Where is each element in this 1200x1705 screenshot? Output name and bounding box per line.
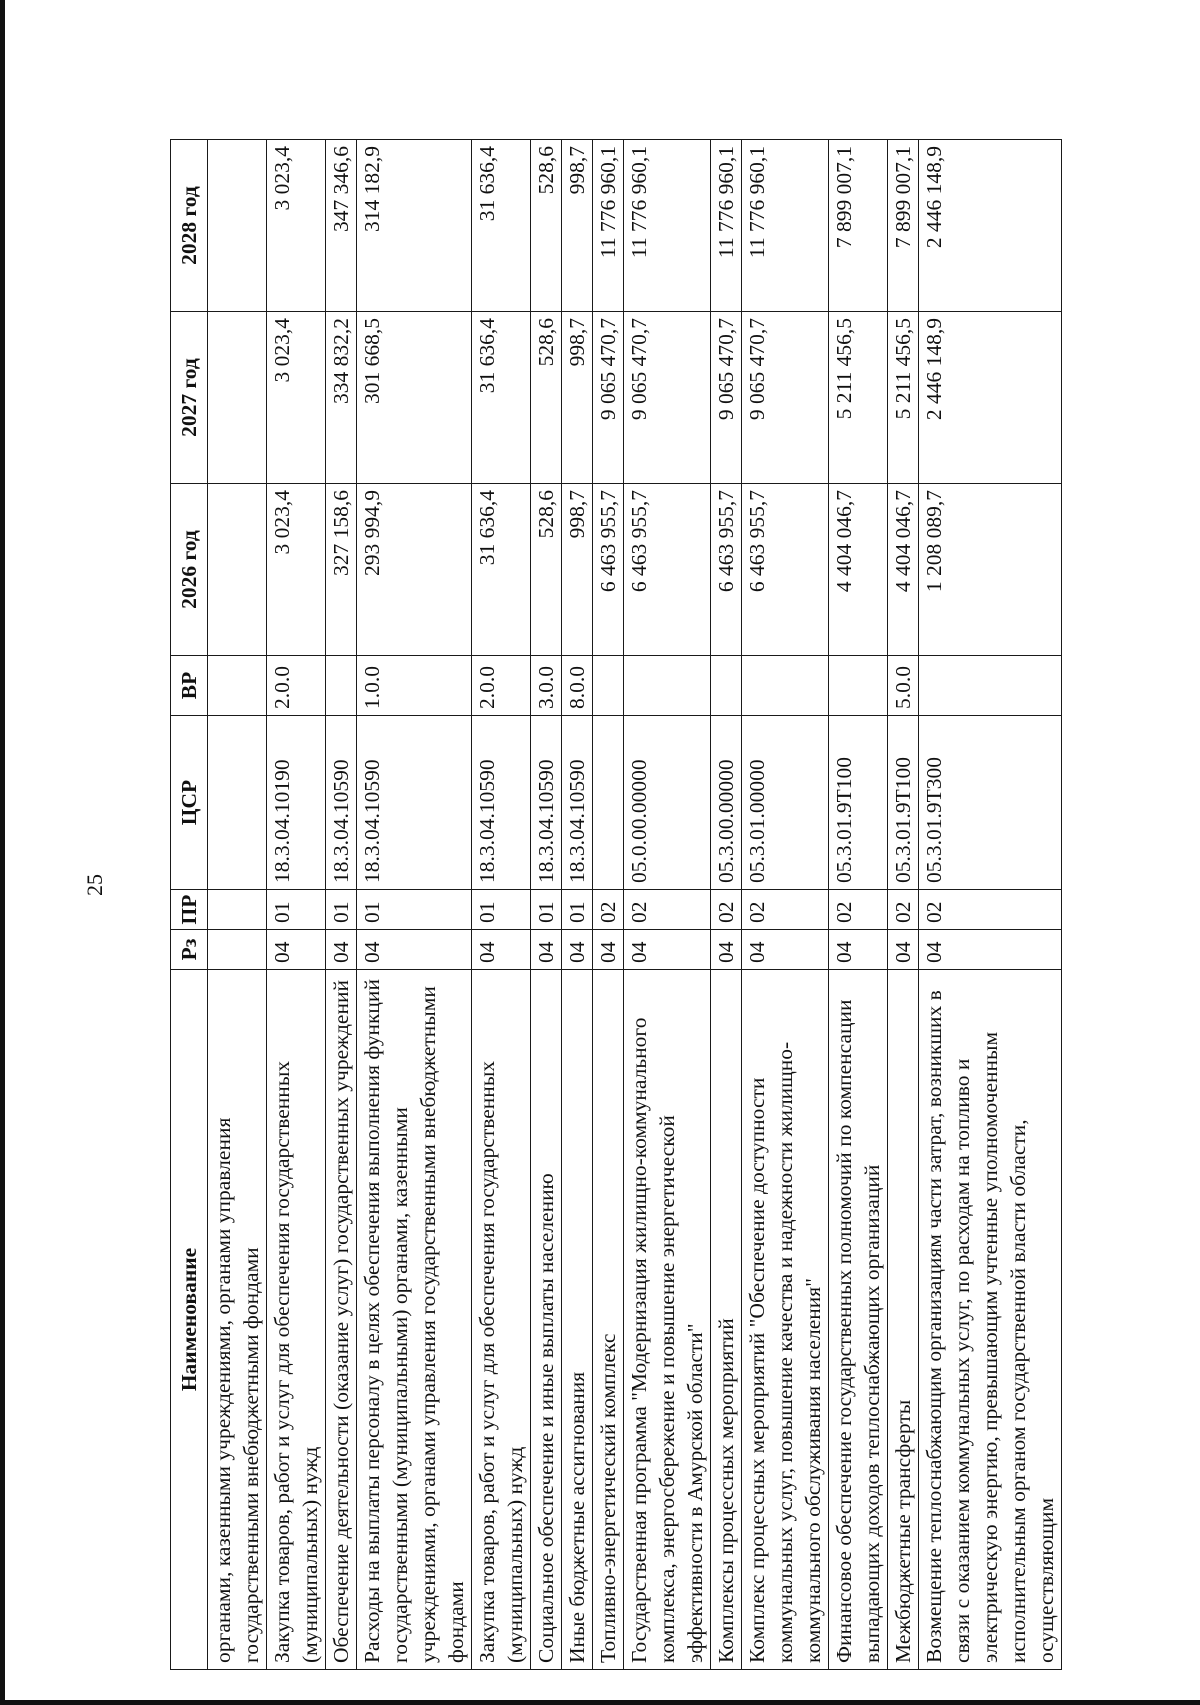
scan-border-bottom bbox=[0, 1700, 1200, 1705]
header-csr: ЦСР bbox=[171, 716, 208, 890]
row-csr: 05.3.00.00000 bbox=[711, 716, 742, 890]
row-name: Закупка товаров, работ и услуг для обеспечения государственных (муниципальных) нужд bbox=[267, 970, 326, 1670]
table-row bbox=[888, 140, 919, 1670]
header-name: Наименование bbox=[171, 970, 208, 1670]
row-csr bbox=[593, 716, 624, 890]
row-value-2026: 31 636,4 bbox=[472, 484, 531, 656]
row-pr bbox=[208, 890, 267, 930]
row-vr bbox=[593, 656, 624, 716]
row-csr: 18.3.04.10590 bbox=[472, 716, 531, 890]
row-name: органами, казенными учреждениями, органами управления государственными внебюджетными фондами bbox=[208, 970, 267, 1670]
row-value-2026: 6 463 955,7 bbox=[742, 484, 829, 656]
row-value-2027: 2 446 148,9 bbox=[919, 312, 1062, 484]
row-pr: 01 bbox=[326, 890, 357, 930]
row-pr: 02 bbox=[624, 890, 711, 930]
row-value-2027 bbox=[208, 312, 267, 484]
row-name: Социальное обеспечение и иные выплаты населению bbox=[531, 970, 562, 1670]
row-vr bbox=[624, 656, 711, 716]
row-value-2028 bbox=[208, 140, 267, 312]
row-rz: 04 bbox=[326, 930, 357, 970]
row-csr: 18.3.04.10190 bbox=[267, 716, 326, 890]
row-name: Иные бюджетные ассигнования bbox=[562, 970, 593, 1670]
row-pr: 02 bbox=[919, 890, 1062, 930]
row-name: Финансовое обеспечение государственных полномочий по компенсации выпадающих доходов теплоснабжающих организаций bbox=[829, 970, 888, 1670]
row-csr: 05.0.00.00000 bbox=[624, 716, 711, 890]
row-pr: 02 bbox=[829, 890, 888, 930]
row-value-2026: 3 023,4 bbox=[267, 484, 326, 656]
row-csr bbox=[208, 716, 267, 890]
row-value-2026: 6 463 955,7 bbox=[711, 484, 742, 656]
row-value-2028: 347 346,6 bbox=[326, 140, 357, 312]
row-name: Возмещение теплоснабжающим организациям части затрат, возникших в связи с оказанием коммунальных услуг, по расходам на топливо и электрическую энергию, превышающим учтенные уполномоченным исполнительным органом государственной власти области, осуществляющим bbox=[919, 970, 1062, 1670]
row-pr: 02 bbox=[742, 890, 829, 930]
row-name: Комплексы процессных мероприятий bbox=[711, 970, 742, 1670]
row-vr: 8.0.0 bbox=[562, 656, 593, 716]
row-vr bbox=[711, 656, 742, 716]
page-number: 25 bbox=[82, 874, 107, 896]
row-name: Закупка товаров, работ и услуг для обеспечения государственных (муниципальных) нужд bbox=[472, 970, 531, 1670]
row-csr: 18.3.04.10590 bbox=[357, 716, 472, 890]
table-row bbox=[742, 140, 829, 1670]
row-value-2028: 7 899 007,1 bbox=[888, 140, 919, 312]
row-rz: 04 bbox=[593, 930, 624, 970]
table-row bbox=[357, 140, 472, 1670]
row-value-2028: 314 182,9 bbox=[357, 140, 472, 312]
row-rz: 04 bbox=[888, 930, 919, 970]
row-name: Межбюджетные трансферты bbox=[888, 970, 919, 1670]
row-csr: 05.3.01.00000 bbox=[742, 716, 829, 890]
table-row bbox=[267, 140, 326, 1670]
row-value-2026: 4 404 046,7 bbox=[829, 484, 888, 656]
row-value-2026: 327 158,6 bbox=[326, 484, 357, 656]
row-pr: 01 bbox=[562, 890, 593, 930]
row-rz: 04 bbox=[472, 930, 531, 970]
row-name: Топливно-энергетический комплекс bbox=[593, 970, 624, 1670]
row-value-2027: 9 065 470,7 bbox=[711, 312, 742, 484]
row-value-2027: 528,6 bbox=[531, 312, 562, 484]
row-pr: 02 bbox=[711, 890, 742, 930]
header-2028: 2028 год bbox=[171, 140, 208, 312]
row-value-2027: 5 211 456,5 bbox=[829, 312, 888, 484]
row-value-2027: 301 668,5 bbox=[357, 312, 472, 484]
row-value-2028: 11 776 960,1 bbox=[593, 140, 624, 312]
row-vr bbox=[326, 656, 357, 716]
row-pr: 01 bbox=[472, 890, 531, 930]
row-rz: 04 bbox=[711, 930, 742, 970]
table-header-row bbox=[171, 140, 208, 1670]
header-2027: 2027 год bbox=[171, 312, 208, 484]
row-value-2028: 998,7 bbox=[562, 140, 593, 312]
row-rz: 04 bbox=[742, 930, 829, 970]
table-row bbox=[208, 140, 267, 1670]
row-vr bbox=[919, 656, 1062, 716]
row-value-2026: 1 208 089,7 bbox=[919, 484, 1062, 656]
row-value-2027: 334 832,2 bbox=[326, 312, 357, 484]
row-pr: 02 bbox=[593, 890, 624, 930]
row-name: Комплекс процессных мероприятий "Обеспечение доступности коммунальных услуг, повышение качества и надежности жилищно-коммунального обслуживания населения" bbox=[742, 970, 829, 1670]
row-rz: 04 bbox=[531, 930, 562, 970]
row-vr: 1.0.0 bbox=[357, 656, 472, 716]
header-rz: Рз bbox=[171, 930, 208, 970]
row-value-2026: 6 463 955,7 bbox=[624, 484, 711, 656]
table-row bbox=[624, 140, 711, 1670]
row-vr bbox=[742, 656, 829, 716]
row-value-2028: 3 023,4 bbox=[267, 140, 326, 312]
row-rz: 04 bbox=[919, 930, 1062, 970]
row-rz: 04 bbox=[267, 930, 326, 970]
table-row bbox=[711, 140, 742, 1670]
table-row bbox=[593, 140, 624, 1670]
row-value-2027: 9 065 470,7 bbox=[624, 312, 711, 484]
table-row bbox=[531, 140, 562, 1670]
row-csr: 05.3.01.9Т300 bbox=[919, 716, 1062, 890]
row-csr: 05.3.01.9Т100 bbox=[888, 716, 919, 890]
table-row bbox=[919, 140, 1062, 1670]
row-rz: 04 bbox=[562, 930, 593, 970]
row-value-2027: 3 023,4 bbox=[267, 312, 326, 484]
budget-table bbox=[170, 139, 1062, 1670]
row-csr: 18.3.04.10590 bbox=[562, 716, 593, 890]
row-value-2026 bbox=[208, 484, 267, 656]
row-value-2028: 11 776 960,1 bbox=[624, 140, 711, 312]
table-row bbox=[472, 140, 531, 1670]
row-pr: 01 bbox=[267, 890, 326, 930]
row-value-2027: 9 065 470,7 bbox=[742, 312, 829, 484]
row-value-2028: 11 776 960,1 bbox=[711, 140, 742, 312]
table-row bbox=[562, 140, 593, 1670]
row-value-2028: 2 446 148,9 bbox=[919, 140, 1062, 312]
row-value-2028: 7 899 007,1 bbox=[829, 140, 888, 312]
row-vr: 2.0.0 bbox=[267, 656, 326, 716]
row-value-2028: 11 776 960,1 bbox=[742, 140, 829, 312]
row-value-2028: 528,6 bbox=[531, 140, 562, 312]
row-csr: 18.3.04.10590 bbox=[326, 716, 357, 890]
table-row bbox=[829, 140, 888, 1670]
row-name: Расходы на выплаты персоналу в целях обеспечения выполнения функций государственными (муниципальными) органами, казенными учреждениями, органами управления государственными внебюджетными фондами bbox=[357, 970, 472, 1670]
row-pr: 01 bbox=[357, 890, 472, 930]
budget-table-container bbox=[170, 140, 1090, 1670]
header-pr: ПР bbox=[171, 890, 208, 930]
table-row bbox=[326, 140, 357, 1670]
row-csr: 05.3.01.9Т100 bbox=[829, 716, 888, 890]
row-rz: 04 bbox=[829, 930, 888, 970]
row-vr: 5.0.0 bbox=[888, 656, 919, 716]
row-value-2028: 31 636,4 bbox=[472, 140, 531, 312]
row-vr bbox=[208, 656, 267, 716]
row-value-2026: 4 404 046,7 bbox=[888, 484, 919, 656]
row-value-2027: 998,7 bbox=[562, 312, 593, 484]
row-name: Государственная программа "Модернизация жилищно-коммунального комплекса, энергосбережение и повышение энергетической эффективности в Амурской области" bbox=[624, 970, 711, 1670]
row-vr bbox=[829, 656, 888, 716]
row-name: Обеспечение деятельности (оказание услуг) государственных учреждений bbox=[326, 970, 357, 1670]
header-vr: ВР bbox=[171, 656, 208, 716]
row-value-2026: 998,7 bbox=[562, 484, 593, 656]
row-value-2026: 528,6 bbox=[531, 484, 562, 656]
row-pr: 01 bbox=[531, 890, 562, 930]
row-value-2027: 5 211 456,5 bbox=[888, 312, 919, 484]
row-vr: 2.0.0 bbox=[472, 656, 531, 716]
header-2026: 2026 год bbox=[171, 484, 208, 656]
row-rz: 04 bbox=[357, 930, 472, 970]
row-csr: 18.3.04.10590 bbox=[531, 716, 562, 890]
row-value-2026: 6 463 955,7 bbox=[593, 484, 624, 656]
row-value-2027: 31 636,4 bbox=[472, 312, 531, 484]
row-pr: 02 bbox=[888, 890, 919, 930]
row-value-2026: 293 994,9 bbox=[357, 484, 472, 656]
row-rz bbox=[208, 930, 267, 970]
row-value-2027: 9 065 470,7 bbox=[593, 312, 624, 484]
row-vr: 3.0.0 bbox=[531, 656, 562, 716]
scan-border-left bbox=[0, 0, 5, 1705]
row-rz: 04 bbox=[624, 930, 711, 970]
